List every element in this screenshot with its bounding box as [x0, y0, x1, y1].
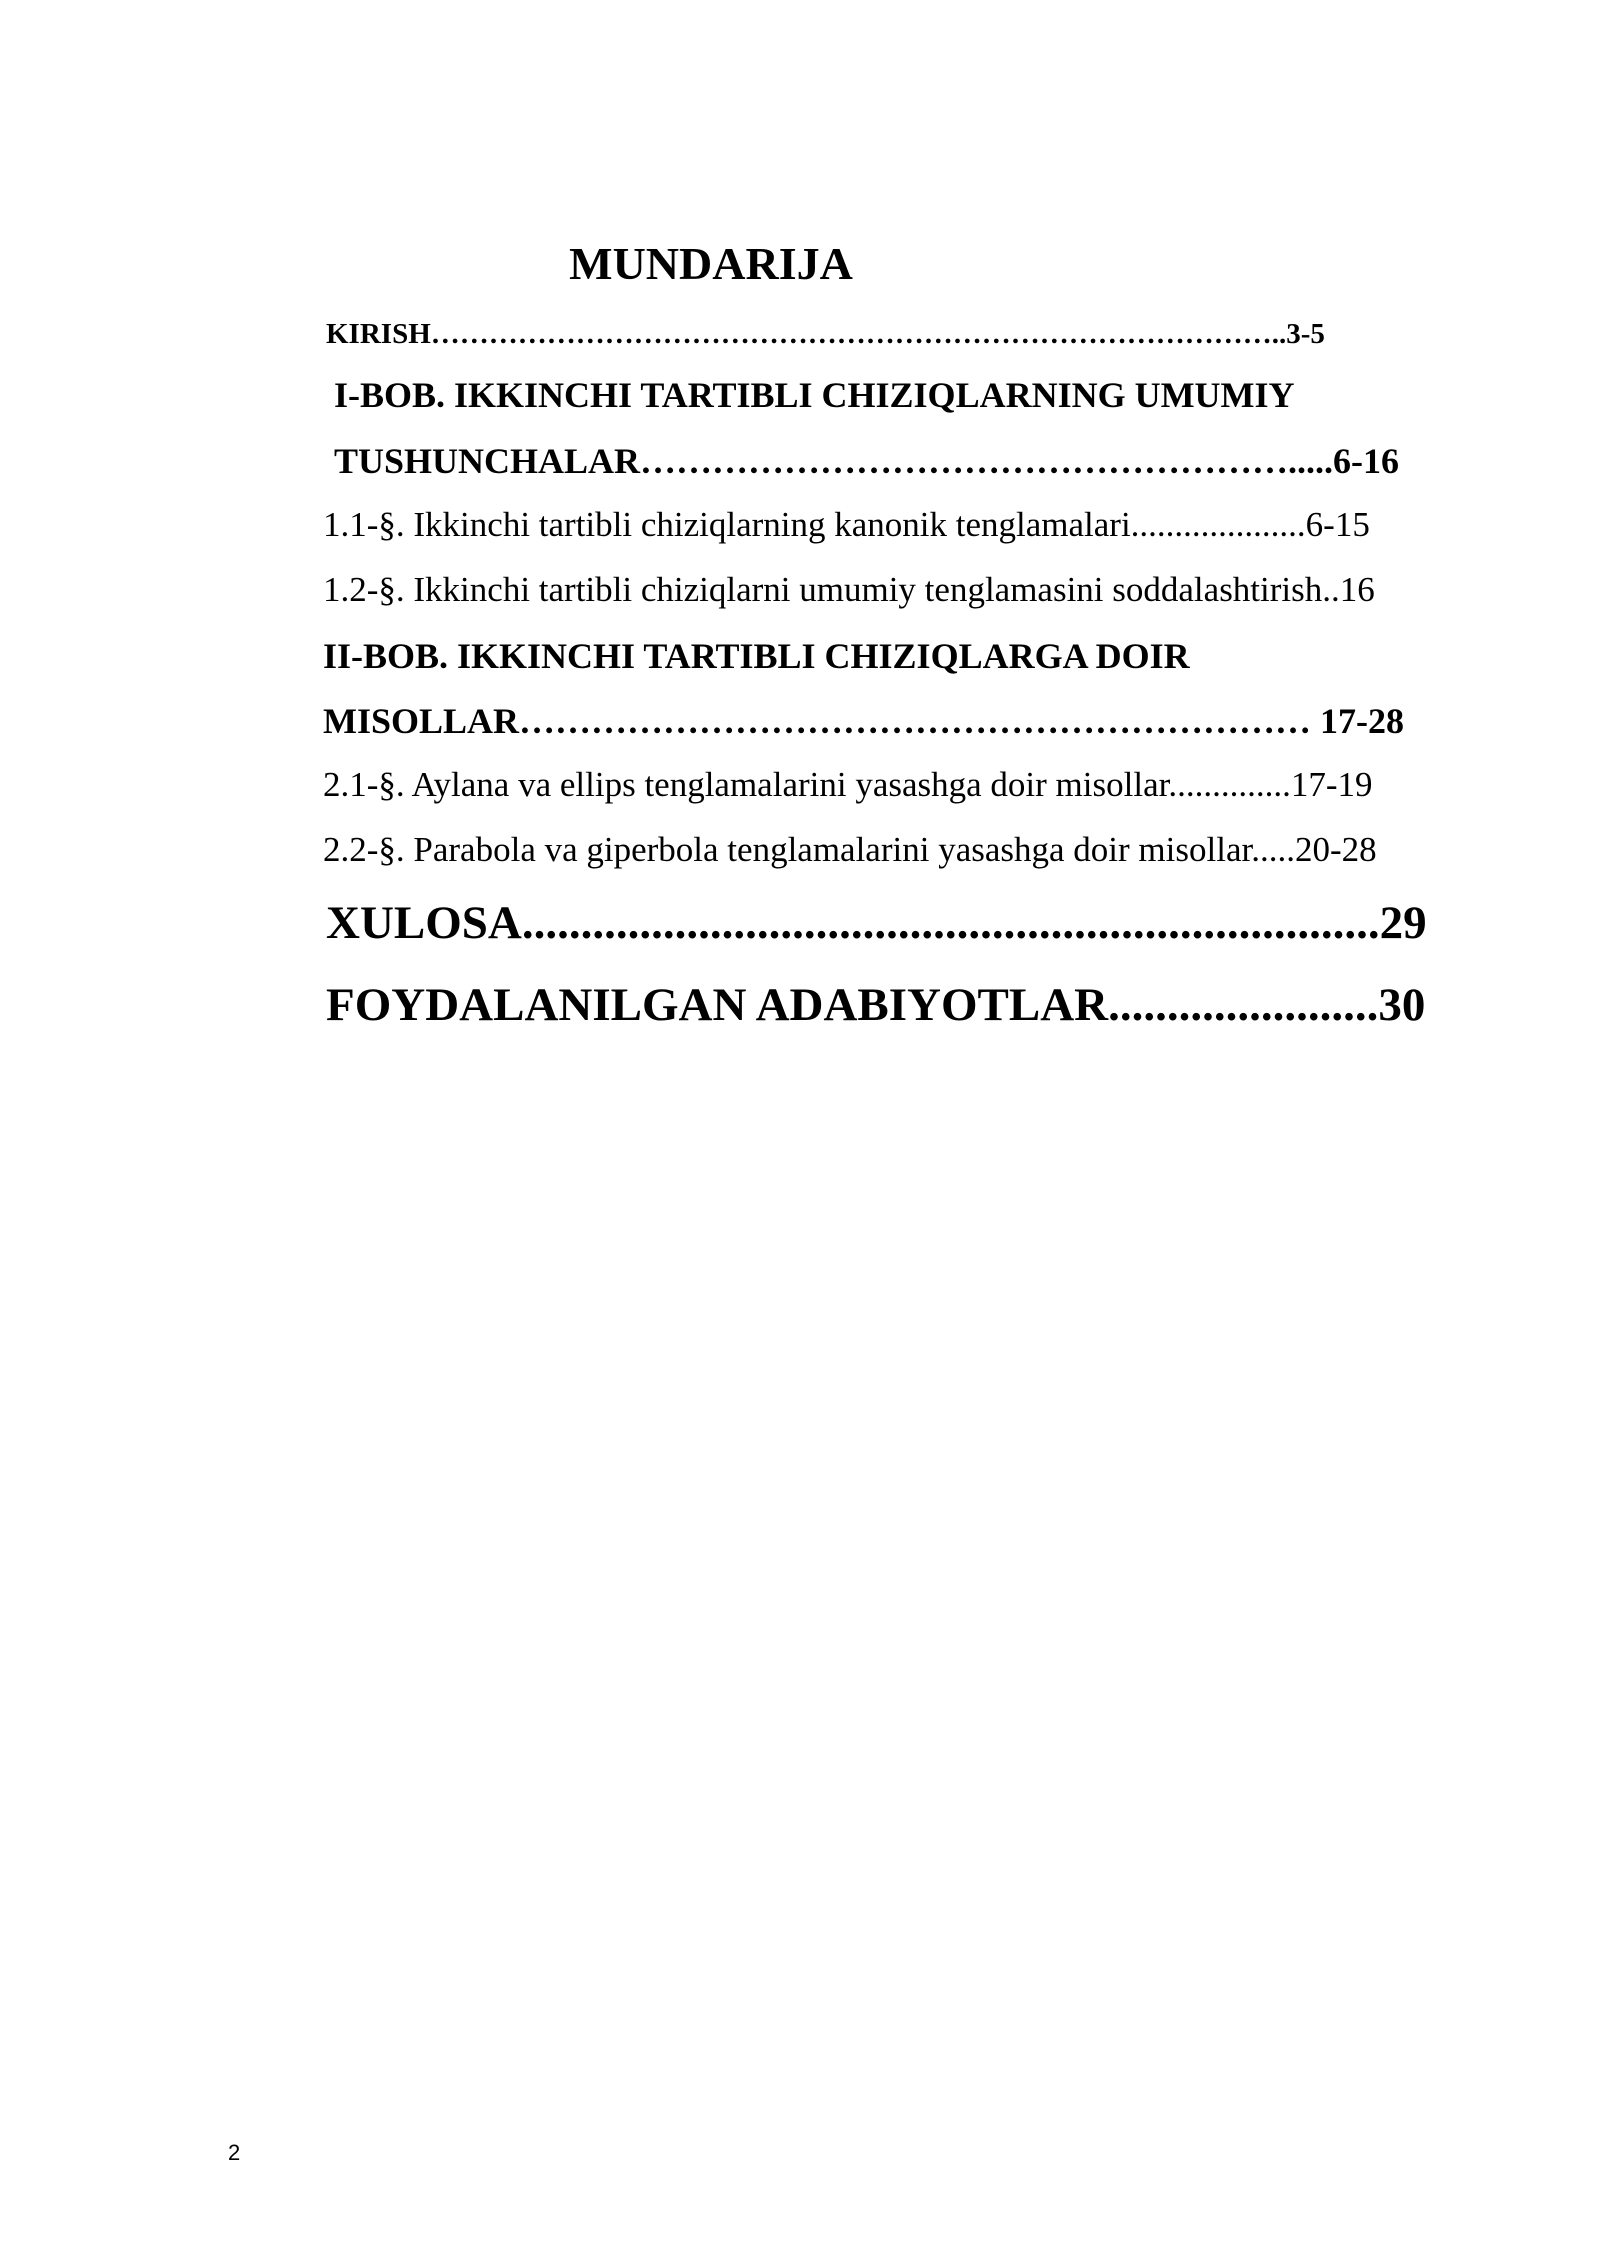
toc-chapter-2-title: II-BOB. IKKINCHI TARTIBLI CHIZIQLARGA DOIR: [323, 636, 1190, 676]
page-number: 2: [228, 2140, 241, 2165]
toc-entry-kirish: KIRISH……………………………………………………………………………..3-5: [326, 318, 1325, 350]
toc-chapter-2-title-continued: MISOLLAR………………………………………………………… 17-28: [323, 701, 1405, 741]
toc-chapter-1-title-continued: TUSHUNCHALAR……………………………………………….....6-16: [334, 441, 1400, 481]
toc-section-1-1: 1.1-§. Ikkinchi tartibli chiziqlarning kanonik tenglamalari....................6-15: [323, 505, 1370, 544]
toc-section-2-1: 2.1-§. Aylana va ellips tenglamalarini yasashga doir misollar..............17-19: [323, 765, 1373, 804]
toc-section-1-2: 1.2-§. Ikkinchi tartibli chiziqlarni umumiy tenglamasini soddalashtirish..16: [323, 570, 1375, 609]
toc-entry-xulosa: XULOSA.........................................................................29: [326, 897, 1427, 949]
page-title: MUNDARIJA: [569, 238, 853, 289]
toc-chapter-1-title: I-BOB. IKKINCHI TARTIBLI CHIZIQLARNING UMUMIY: [334, 375, 1295, 415]
toc-section-2-2: 2.2-§. Parabola va giperbola tenglamalarini yasashga doir misollar.....20-28: [323, 830, 1377, 869]
toc-entry-adabiyotlar: FOYDALANILGAN ADABIYOTLAR.......................30: [326, 979, 1426, 1031]
